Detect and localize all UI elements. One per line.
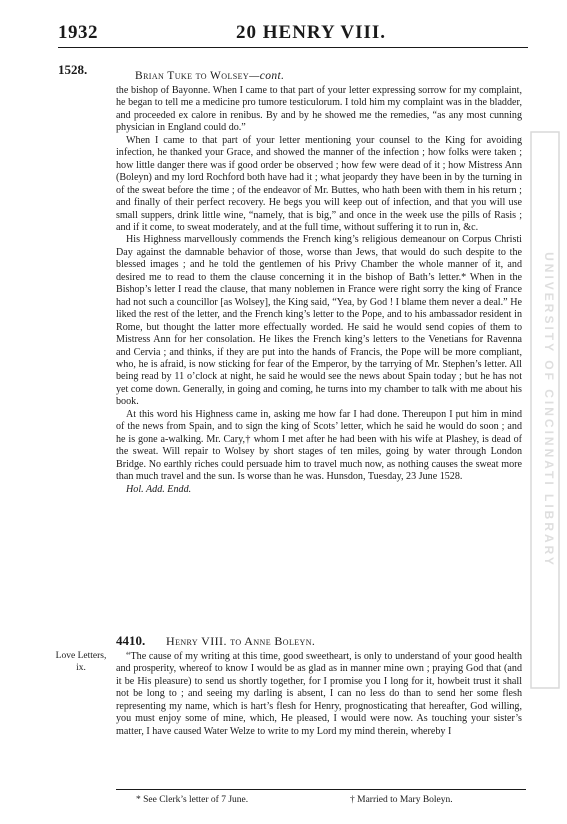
- letter-heading-text: Brian Tuke to Wolsey: [135, 70, 250, 82]
- page-number: 1932: [58, 22, 98, 43]
- letter-signature: Hol. Add. Endd.: [126, 483, 192, 495]
- paragraph: When I came to that part of your letter mentioning your counsel to the King for avoiding infection, he thanked your Grace, and showed the manner of the infection ; how folks were taken ; how little danger there was if good order be observed ; how few were dead of it ; how Mistress Ann (Boleyn) and my lord Rochford both have had it ; what jeopardy they have been in by the turning in of the sweat before the time ; of the endeavor of Mr. Buttes, who hath been with them in his return ; and finally of their perfect recovery. He begs you will keep out of infection, and that you will use small suppers, drink little wine, “namely, that is big,” and once in the week use the pills of Rasis ; and if it come, to sweat moderately, and at the full time, without suffering it to run in, &c.: [116, 134, 522, 233]
- entry-title: Henry VIII. to Anne Boleyn.: [166, 634, 316, 648]
- stamp-text: UNIVERSITY OF CINCINNATI LIBRARY: [542, 252, 556, 568]
- paragraph: His Highness marvellously commends the French king’s religious demeanour on Corpus Christi Day against the damnable behavior of those, worse than Jews, that would do such despite to the blessed images ; and he told the gentlemen of his Privy Chamber the whole manner of it, and desired me to read to them the clause concerning it in the bishop of Bath’s letter.* When in the Bishop’s letter I read the clause, that many noblemen in France were right sorry the king of France had not such a councillor [as Wolsey], the King said, “Yea, by God ! I blame them never a deal.” He liked the rest of the letter, and the French king’s letter to the Pope, and to his ambassador resident in Rome, but thought the latter more effectually worded. He said he would send copies of them to Mistress Ann for her consolation. He likes the French king’s letters to the Venetians for Ravenna and Cervia ; and thinks, if they are put into the hands of Francis, the Pope will be more compliant, who, he is afraid, is now sticking for fear of the Emperor, by the tarrying of Mr. Stephen’s letter. All being read by 11 o’clock at night, he said he would see the news about Spain today ; but he has not yet come down. Generally, in going and coming, he turns into my chamber to talk with me about his book.: [116, 234, 522, 408]
- letter-heading-cont: —cont.: [249, 70, 285, 82]
- side-note: [50, 651, 112, 674]
- footnote-1: * See Clerk’s letter of 7 June.: [136, 795, 249, 805]
- footnote-2: † Married to Mary Boleyn.: [350, 795, 453, 805]
- entry-number: 4410.: [116, 633, 146, 648]
- margin-year: 1528.: [58, 62, 88, 77]
- side-note-line: ix.: [76, 662, 86, 673]
- entry-body: [116, 651, 522, 738]
- letter-heading: [135, 70, 284, 82]
- paragraph: the bishop of Bayonne. When I came to that part of your letter expressing sorrow for my complaint, he began to tell me a medicine pro tumore testiculorum. I told him my complaint was in the bladder, and proceeded ex calore in renibus. By and by he showed me the remedies, “as any most cunning physician in England could do.”: [116, 85, 522, 134]
- paragraph: At this word his Highness came in, asking me how far I had done. Thereupon I put him in mind of the news from Spain, and to sign the king of Scots’ letter, which he said he would do soon ; and he is gone a-walking. Mr. Cary,† whom I met after he had been with his wife at Plashey, is dead of the sweat. Will repair to Wolsey by short stages of ten miles, going by water through London Bridge. No earthly riches could persuade him to travel much now, as nothing causes the sweat more than much travel and the sun. Is worse than he was. Hunsdon, Tuesday, 23 June 1528.: [116, 408, 522, 483]
- letter-body: [116, 85, 522, 496]
- running-head: 20 HENRY VIII.: [236, 22, 387, 43]
- header-rule: [58, 47, 528, 48]
- side-note-line: Love Letters,: [55, 651, 107, 661]
- paragraph: “The cause of my writing at this time, good sweetheart, is only to understand of your good health and prosperity, whereof to know I would be as glad as in manner mine own ; praying God that (and it be His pleasure) to send us shortly together, for I promise you I long for it, howbeit trust it shall not be long to ; and seeing my darling is absent, I can no less do than to send her some flesh representing my name, which is hart’s flesh for Henry, prognosticating that hereafter, God willing, you must enjoy some of mine, which, He pleased, I would were now. As touching your sister’s matter, I have caused Water Welze to write to my Lord my mind therein, whereby I: [116, 651, 522, 737]
- footnote-rule: [116, 789, 526, 790]
- library-stamp-watermark: [528, 130, 562, 690]
